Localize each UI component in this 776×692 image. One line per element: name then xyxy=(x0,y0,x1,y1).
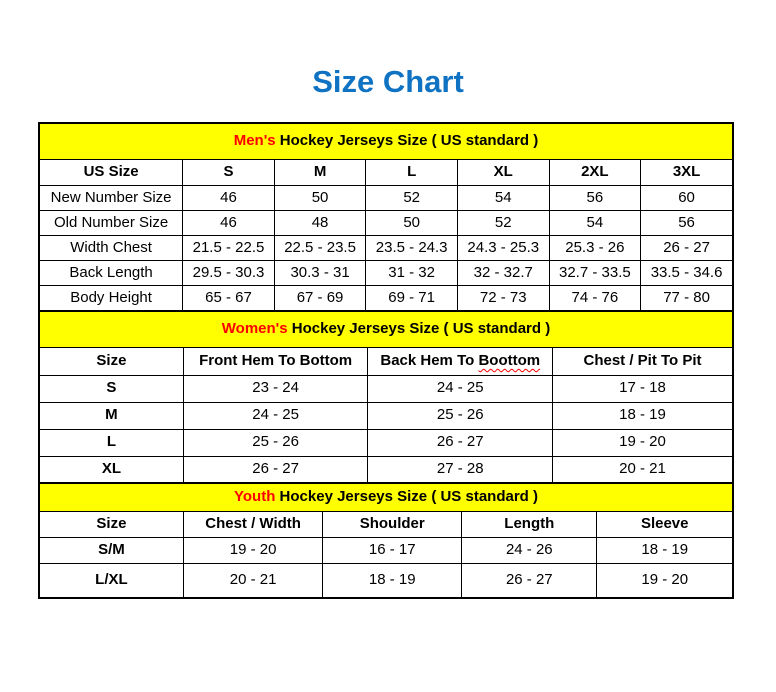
youth-table-title xyxy=(39,483,733,512)
size-value-cell: 54 xyxy=(549,211,641,236)
column-header: Sleeve xyxy=(597,512,733,538)
size-value-cell: 17 - 18 xyxy=(553,375,733,402)
size-value-cell: 16 - 17 xyxy=(323,538,462,564)
size-value-cell: 26 - 27 xyxy=(368,429,553,456)
size-value-cell: 25.3 - 26 xyxy=(549,236,641,261)
size-value-cell: 46 xyxy=(183,211,275,236)
size-value-cell: 26 - 27 xyxy=(641,236,733,261)
size-value-cell: 20 - 21 xyxy=(183,564,322,598)
column-header: S xyxy=(183,160,275,186)
table-row xyxy=(39,261,733,286)
size-value-cell: 23.5 - 24.3 xyxy=(366,236,458,261)
womens-size-table xyxy=(38,310,734,485)
table-row xyxy=(39,538,733,564)
size-value-cell: 27 - 28 xyxy=(368,456,553,483)
table-row xyxy=(39,211,733,236)
size-value-cell: 25 - 26 xyxy=(368,402,553,429)
size-value-cell: 32.7 - 33.5 xyxy=(549,261,641,286)
size-value-cell: 26 - 27 xyxy=(183,456,368,483)
column-header: Chest / Pit To Pit xyxy=(553,347,733,375)
column-header: Size xyxy=(39,347,183,375)
column-header-misspelled xyxy=(368,347,553,375)
mens-title-rest: Hockey Jerseys Size ( US standard ) xyxy=(275,132,539,150)
size-value-cell: 50 xyxy=(366,211,458,236)
row-label: Width Chest xyxy=(39,236,183,261)
row-label: S/M xyxy=(39,538,183,564)
size-value-cell: 67 - 69 xyxy=(274,286,366,311)
size-value-cell: 69 - 71 xyxy=(366,286,458,311)
mens-table-title xyxy=(39,123,733,160)
size-value-cell: 60 xyxy=(641,186,733,211)
size-value-cell: 18 - 19 xyxy=(597,538,733,564)
size-value-cell: 21.5 - 22.5 xyxy=(183,236,275,261)
size-value-cell: 18 - 19 xyxy=(323,564,462,598)
table-row xyxy=(39,456,733,483)
size-value-cell: 18 - 19 xyxy=(553,402,733,429)
youth-title-rest: Hockey Jerseys Size ( US standard ) xyxy=(275,488,538,506)
size-value-cell: 20 - 21 xyxy=(553,456,733,483)
table-row xyxy=(39,429,733,456)
size-value-cell: 50 xyxy=(274,186,366,211)
size-value-cell: 19 - 20 xyxy=(597,564,733,598)
row-label: L xyxy=(39,429,183,456)
womens-title-highlight: Women's xyxy=(221,319,288,337)
size-value-cell: 19 - 20 xyxy=(183,538,322,564)
table-row xyxy=(39,236,733,261)
youth-size-table xyxy=(38,482,734,599)
size-value-cell: 56 xyxy=(549,186,641,211)
size-value-cell: 77 - 80 xyxy=(641,286,733,311)
size-value-cell: 22.5 - 23.5 xyxy=(274,236,366,261)
size-value-cell: 46 xyxy=(183,186,275,211)
column-header: Length xyxy=(462,512,597,538)
size-value-cell: 74 - 76 xyxy=(549,286,641,311)
size-value-cell: 52 xyxy=(366,186,458,211)
womens-title-rest: Hockey Jerseys Size ( US standard ) xyxy=(287,319,551,337)
size-value-cell: 54 xyxy=(457,186,549,211)
youth-title-highlight: Youth xyxy=(234,488,276,506)
size-value-cell: 30.3 - 31 xyxy=(274,261,366,286)
size-value-cell: 25 - 26 xyxy=(183,429,368,456)
column-header: 2XL xyxy=(549,160,641,186)
size-value-cell: 72 - 73 xyxy=(457,286,549,311)
row-label: Back Length xyxy=(39,261,183,286)
row-label: Body Height xyxy=(39,286,183,311)
table-row xyxy=(39,186,733,211)
size-value-cell: 52 xyxy=(457,211,549,236)
column-header: Size xyxy=(39,512,183,538)
misspelled-word: Boottom xyxy=(478,351,541,369)
size-chart-tables xyxy=(38,122,734,599)
page-title: Size Chart xyxy=(312,64,464,99)
size-value-cell: 23 - 24 xyxy=(183,375,368,402)
mens-title-highlight: Men's xyxy=(233,132,276,150)
column-header: M xyxy=(274,160,366,186)
table-row xyxy=(39,286,733,311)
row-label: New Number Size xyxy=(39,186,183,211)
size-value-cell: 29.5 - 30.3 xyxy=(183,261,275,286)
row-label: Old Number Size xyxy=(39,211,183,236)
size-value-cell: 65 - 67 xyxy=(183,286,275,311)
row-label: S xyxy=(39,375,183,402)
column-header: 3XL xyxy=(641,160,733,186)
table-row xyxy=(39,564,733,598)
column-header: Front Hem To Bottom xyxy=(183,347,368,375)
row-label: XL xyxy=(39,456,183,483)
size-value-cell: 48 xyxy=(274,211,366,236)
table-row xyxy=(39,375,733,402)
column-header: US Size xyxy=(39,160,183,186)
mens-size-table xyxy=(38,122,734,312)
size-value-cell: 24 - 25 xyxy=(183,402,368,429)
size-value-cell: 24 - 26 xyxy=(462,538,597,564)
size-value-cell: 33.5 - 34.6 xyxy=(641,261,733,286)
column-header: Chest / Width xyxy=(183,512,322,538)
column-header: L xyxy=(366,160,458,186)
column-header: XL xyxy=(457,160,549,186)
size-value-cell: 31 - 32 xyxy=(366,261,458,286)
header-prefix: Back Hem To xyxy=(380,351,479,369)
size-value-cell: 32 - 32.7 xyxy=(457,261,549,286)
column-header: Shoulder xyxy=(323,512,462,538)
size-value-cell: 19 - 20 xyxy=(553,429,733,456)
womens-table-title xyxy=(39,311,733,348)
size-value-cell: 26 - 27 xyxy=(462,564,597,598)
row-label: M xyxy=(39,402,183,429)
row-label: L/XL xyxy=(39,564,183,598)
table-row xyxy=(39,402,733,429)
size-value-cell: 56 xyxy=(641,211,733,236)
size-value-cell: 24 - 25 xyxy=(368,375,553,402)
size-value-cell: 24.3 - 25.3 xyxy=(457,236,549,261)
